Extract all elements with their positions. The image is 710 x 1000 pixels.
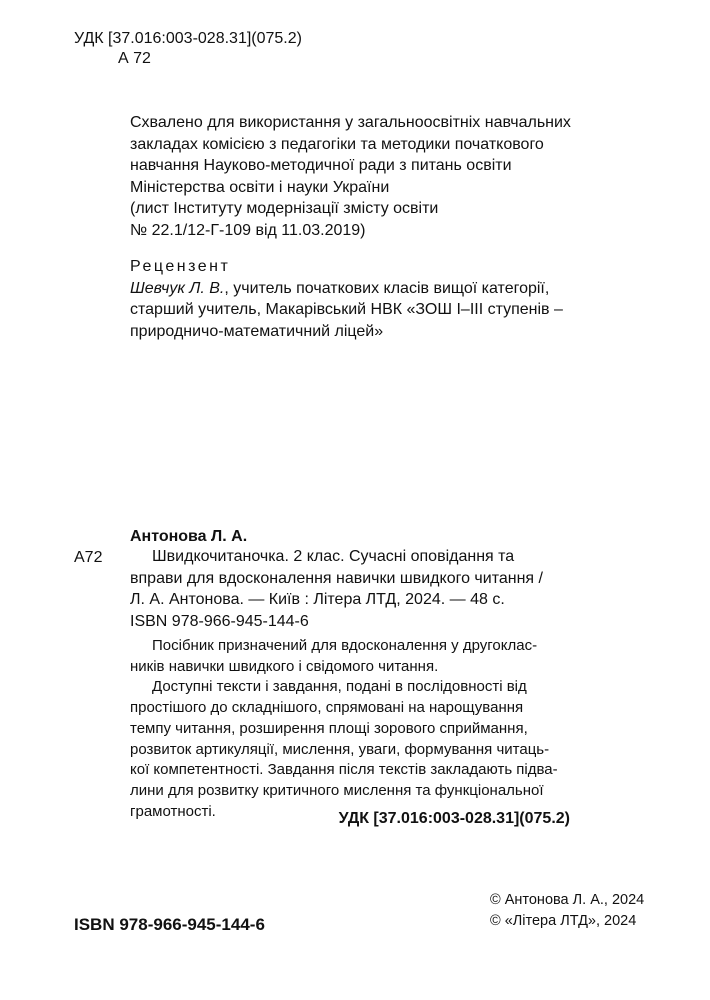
catalog-udk: УДК [37.016:003-028.31](075.2) — [338, 810, 570, 827]
copyright-line: © Антонова Л. А., 2024 — [490, 892, 645, 908]
annotation-block — [130, 636, 574, 822]
catalog-code: А72 — [74, 549, 103, 566]
catalog-author: Антонова Л. А. — [130, 528, 248, 545]
annotation-line: темпу читання, розширення площі зорового сприймання, — [130, 719, 528, 737]
approval-block — [130, 112, 571, 241]
reviewer-line: старший учитель, Макарівський НВК «ЗОШ І–ІІІ ступенів – — [130, 301, 563, 318]
catalog-code-header: А 72 — [118, 50, 151, 67]
annotation-line: Доступні тексти і завдання, подані в послідовності від — [152, 678, 527, 696]
approval-line: № 22.1/12-Г-109 від 11.03.2019) — [130, 221, 366, 239]
copyright-block — [490, 890, 644, 932]
annotation-line: кої компетентності. Завдання після текстів закладають підва- — [130, 761, 558, 779]
annotation-line: ників навички швидкого і свідомого читання. — [130, 657, 439, 675]
annotation-line: грамотності. — [130, 802, 216, 820]
annotation-line: розвиток артикуляції, мислення, уваги, формування читаць- — [130, 740, 550, 758]
udk-header: УДК [37.016:003-028.31](075.2) — [74, 30, 302, 47]
annotation-line: простішого до складнішого, спрямовані на нарощування — [130, 699, 524, 717]
reviewer-block — [130, 256, 563, 342]
reviewer-line — [130, 278, 563, 300]
catalog-line: вправи для вдосконалення навички швидкого читання / — [130, 569, 543, 587]
reviewer-heading: Рецензент — [130, 258, 231, 275]
annotation-line: Посібник призначений для вдосконалення у другоклас- — [152, 637, 538, 654]
approval-line: закладах комісією з педагогіки та методики початкового — [130, 135, 544, 153]
catalog-line: Л. А. Антонова. — Київ : Літера ЛТД, 2024. — 48 с. — [130, 591, 505, 608]
reviewer-name: Шевчук Л. В. — [130, 279, 225, 297]
reviewer-line: природничо-математичний ліцей» — [130, 322, 384, 340]
approval-line: Схвалено для використання у загальноосвітніх навчальних — [130, 114, 571, 131]
catalog-line: Швидкочитаночка. 2 клас. Сучасні оповідання та — [152, 548, 515, 565]
approval-line: навчання Науково-методичної ради з питань освіти — [130, 157, 512, 174]
approval-line: (лист Інституту модернізації змісту освіти — [130, 200, 439, 217]
copyright-line: © «Літера ЛТД», 2024 — [490, 913, 637, 929]
approval-line: Міністерства освіти і науки України — [130, 178, 390, 196]
catalog-description — [130, 546, 570, 632]
catalog-isbn: ISBN 978-966-945-144-6 — [130, 612, 309, 630]
annotation-line: лини для розвитку критичного мислення та функціональної — [130, 781, 544, 799]
reviewer-position: , учитель початкових класів вищої категорії, — [224, 279, 550, 297]
footer-isbn: ISBN 978-966-945-144-6 — [74, 915, 265, 934]
